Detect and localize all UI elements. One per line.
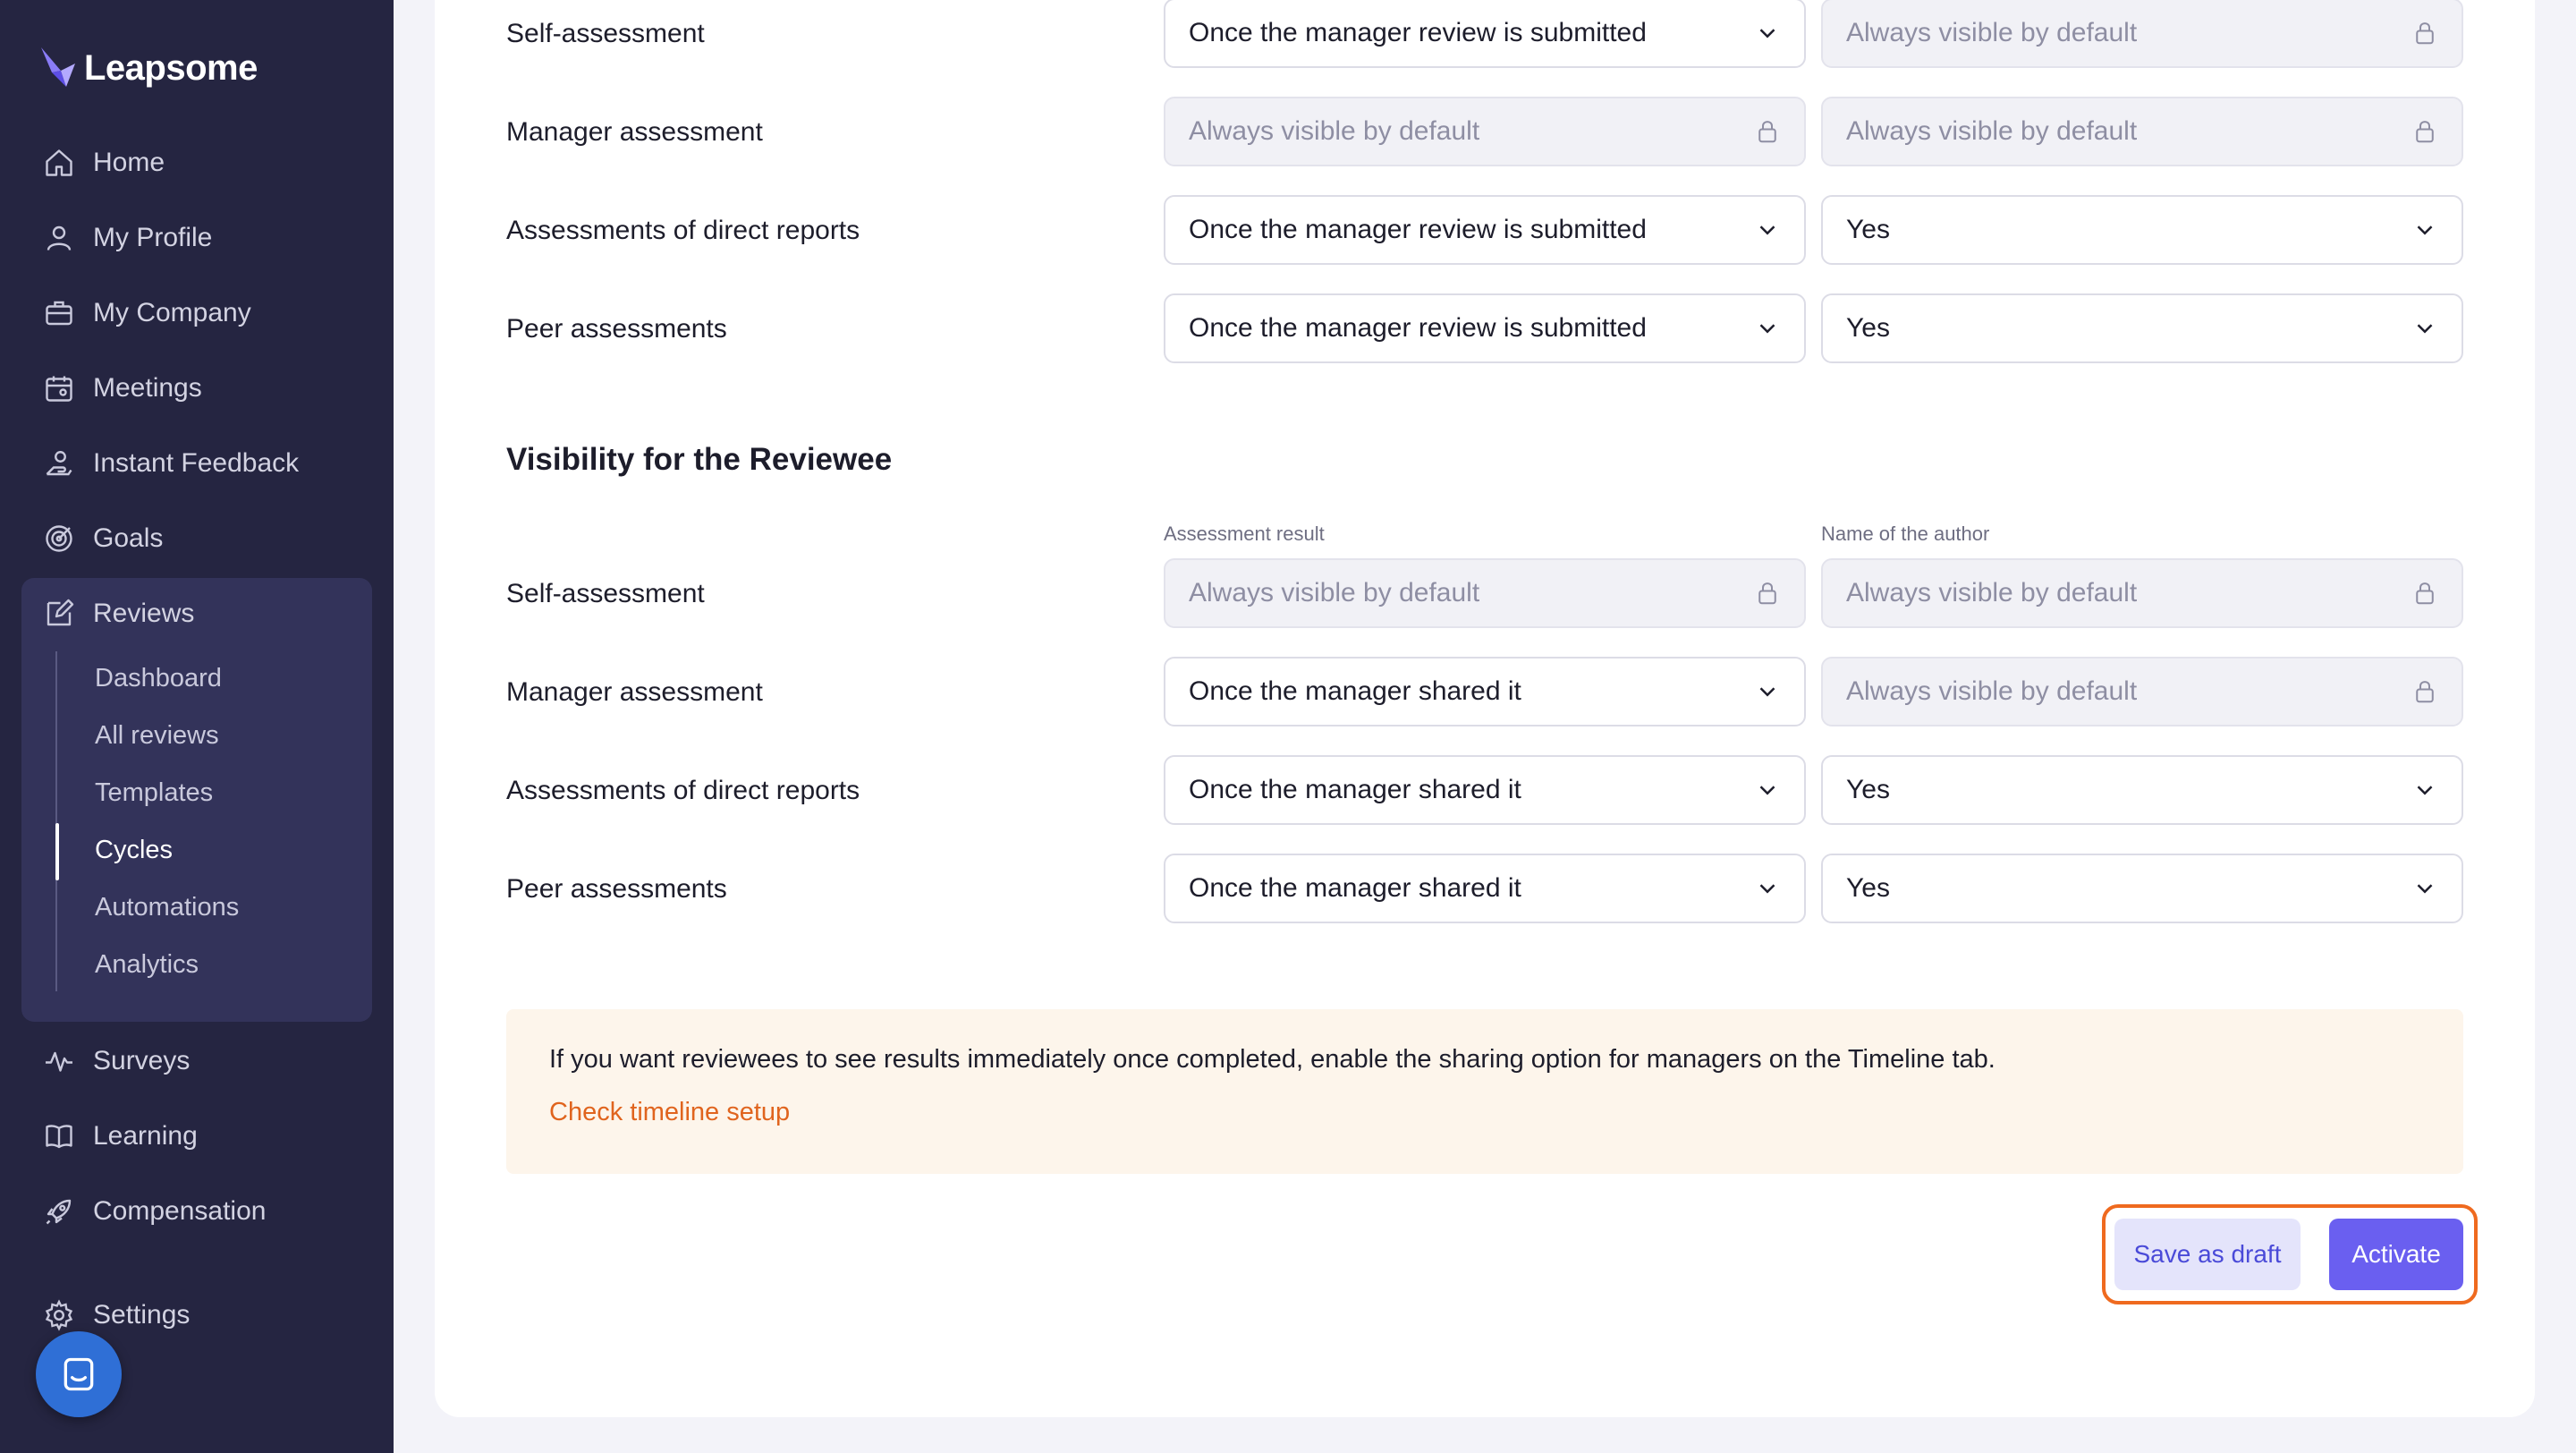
reviewee-peer-author-select[interactable]: [1821, 854, 2463, 923]
book-icon: [43, 1120, 75, 1152]
locked-value: Always visible by default: [1189, 116, 1480, 146]
sidebar-item-reviews[interactable]: [43, 587, 194, 641]
manager-self-author-locked: [1821, 0, 2463, 68]
edit-icon: [43, 598, 75, 630]
chevron-down-icon: [2411, 217, 2438, 243]
row-label: Assessments of direct reports: [506, 216, 860, 245]
submenu-active-indicator: [55, 823, 59, 880]
column-header-author-name: Name of the author: [1821, 523, 1990, 545]
locked-value: Always visible by default: [1846, 676, 2138, 706]
row-label: Peer assessments: [506, 874, 727, 904]
reviewee-direct-reports-result-select[interactable]: [1164, 755, 1806, 825]
chevron-down-icon: [2411, 875, 2438, 902]
sidebar-item-my-company[interactable]: [43, 286, 251, 340]
check-timeline-link[interactable]: Check timeline setup: [549, 1098, 791, 1126]
chevron-down-icon: [1754, 875, 1781, 902]
sidebar-subitem-cycles[interactable]: Cycles: [95, 835, 174, 864]
row-label: Assessments of direct reports: [506, 776, 860, 805]
select-value: Once the manager shared it: [1189, 873, 1521, 903]
select-value: Once the manager shared it: [1189, 676, 1521, 706]
chevron-down-icon: [2411, 315, 2438, 342]
feedback-icon: [43, 447, 75, 480]
lock-icon: [1754, 580, 1781, 607]
sidebar-item-label: Settings: [93, 1300, 191, 1330]
row-label: Manager assessment: [506, 677, 763, 707]
select-value: Yes: [1846, 215, 1890, 244]
sidebar-item-label: Home: [93, 148, 165, 177]
manager-manager-result-locked: [1164, 97, 1806, 166]
sidebar-subitem-all-reviews[interactable]: All reviews: [95, 720, 219, 750]
row-label: Manager assessment: [506, 117, 763, 147]
reviewee-manager-author-locked: [1821, 657, 2463, 726]
select-value: Yes: [1846, 775, 1890, 804]
info-banner-text: If you want reviewees to see results immediately once completed, enable the sharing option for managers on the Timeline tab.: [549, 1045, 1996, 1074]
sidebar-item-home[interactable]: [43, 136, 165, 190]
lock-icon: [2411, 580, 2438, 607]
row-label: Self-assessment: [506, 579, 705, 608]
sidebar-item-label: Surveys: [93, 1046, 191, 1075]
sidebar-item-surveys[interactable]: [43, 1034, 190, 1088]
select-value: Once the manager review is submitted: [1189, 313, 1647, 343]
calendar-icon: [43, 372, 75, 404]
select-value: Once the manager review is submitted: [1189, 18, 1647, 47]
chevron-down-icon: [1754, 678, 1781, 705]
chevron-down-icon: [1754, 777, 1781, 803]
sidebar-item-compensation[interactable]: [43, 1185, 266, 1238]
lock-icon: [2411, 20, 2438, 47]
sidebar-subitem-dashboard[interactable]: Dashboard: [95, 663, 222, 693]
section-title: Visibility for the Reviewee: [506, 442, 893, 477]
locked-value: Always visible by default: [1846, 578, 2138, 608]
lock-icon: [1754, 118, 1781, 145]
sidebar-item-label: Compensation: [93, 1196, 267, 1226]
sidebar-subitem-automations[interactable]: Automations: [95, 892, 240, 922]
manager-self-result-select[interactable]: [1164, 0, 1806, 68]
column-header-assessment-result: Assessment result: [1164, 523, 1325, 545]
locked-value: Always visible by default: [1846, 18, 2138, 47]
briefcase-icon: [43, 297, 75, 329]
save-as-draft-button[interactable]: Save as draft: [2114, 1219, 2301, 1290]
sidebar-item-instant-feedback[interactable]: [43, 437, 299, 490]
gear-icon: [43, 1299, 75, 1331]
sidebar-subitem-templates[interactable]: Templates: [95, 777, 214, 807]
sidebar-item-my-profile[interactable]: [43, 211, 212, 265]
sidebar-item-meetings[interactable]: [43, 361, 202, 415]
sidebar-item-label: Learning: [93, 1121, 198, 1151]
user-icon: [43, 222, 75, 254]
manager-direct-reports-author-select[interactable]: [1821, 195, 2463, 265]
rocket-icon: [43, 1195, 75, 1228]
sidebar-subitem-analytics[interactable]: Analytics: [95, 949, 199, 979]
activate-button[interactable]: Activate: [2329, 1219, 2463, 1290]
sidebar: [0, 0, 394, 1453]
home-icon: [43, 147, 75, 179]
target-icon: [43, 523, 75, 555]
reviewee-self-author-locked: [1821, 558, 2463, 628]
select-value: Once the manager shared it: [1189, 775, 1521, 804]
sidebar-item-label: Goals: [93, 523, 164, 553]
chevron-down-icon: [2411, 777, 2438, 803]
row-label: Self-assessment: [506, 19, 705, 48]
manager-peer-author-select[interactable]: [1821, 293, 2463, 363]
chevron-down-icon: [1754, 20, 1781, 47]
manager-peer-result-select[interactable]: [1164, 293, 1806, 363]
reviewee-peer-result-select[interactable]: [1164, 854, 1806, 923]
reviewee-manager-result-select[interactable]: [1164, 657, 1806, 726]
lock-icon: [2411, 118, 2438, 145]
sidebar-item-label: Reviews: [93, 599, 195, 628]
logo[interactable]: [39, 41, 258, 95]
row-label: Peer assessments: [506, 314, 727, 344]
lock-icon: [2411, 678, 2438, 705]
chat-icon: [59, 1355, 98, 1394]
reviewee-direct-reports-author-select[interactable]: [1821, 755, 2463, 825]
select-value: Yes: [1846, 313, 1890, 343]
select-value: Once the manager review is submitted: [1189, 215, 1647, 244]
submenu-line: [55, 651, 57, 991]
chat-launcher-button[interactable]: [36, 1331, 122, 1417]
locked-value: Always visible by default: [1189, 578, 1480, 608]
pulse-icon: [43, 1045, 75, 1077]
manager-manager-author-locked: [1821, 97, 2463, 166]
info-banner: [506, 1009, 2463, 1174]
sidebar-item-label: Instant Feedback: [93, 448, 300, 478]
chevron-down-icon: [1754, 217, 1781, 243]
sidebar-item-label: My Company: [93, 298, 251, 327]
select-value: Yes: [1846, 873, 1890, 903]
chevron-down-icon: [1754, 315, 1781, 342]
sidebar-item-goals[interactable]: [43, 512, 163, 565]
manager-direct-reports-result-select[interactable]: [1164, 195, 1806, 265]
sidebar-item-label: My Profile: [93, 223, 213, 252]
locked-value: Always visible by default: [1846, 116, 2138, 146]
logo-text: Leapsome: [84, 47, 258, 88]
leapsome-logo-icon: [39, 46, 77, 90]
sidebar-item-learning[interactable]: [43, 1109, 198, 1163]
sidebar-item-label: Meetings: [93, 373, 202, 403]
reviewee-self-result-locked: [1164, 558, 1806, 628]
